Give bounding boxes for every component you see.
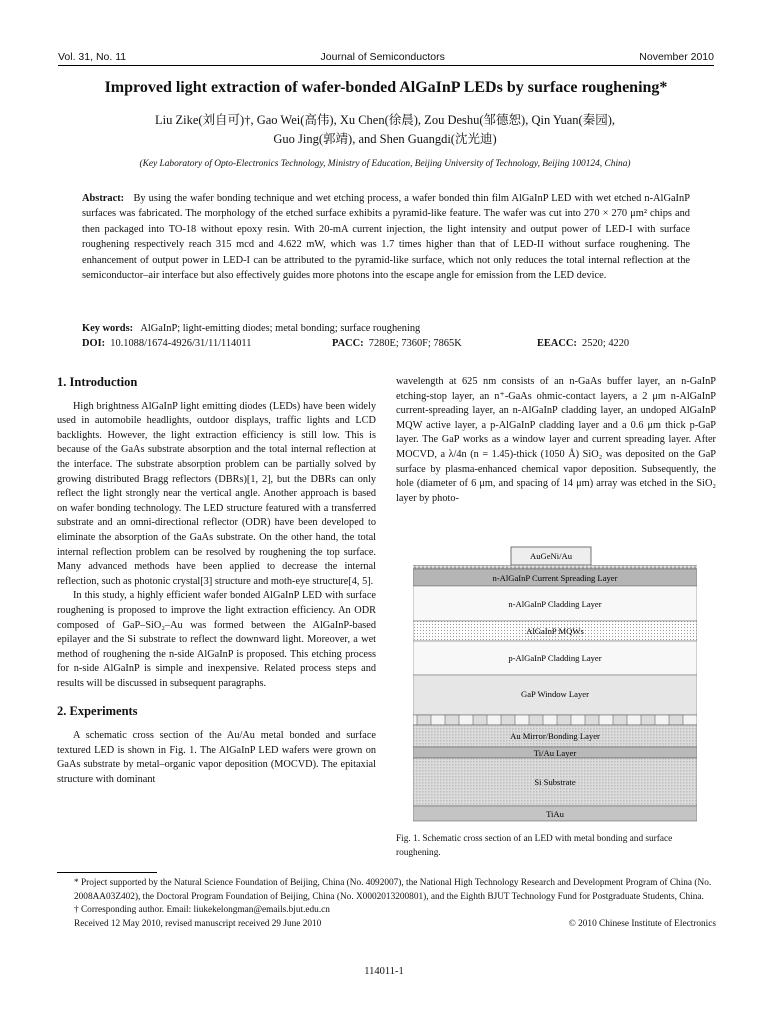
footnote-rule	[57, 872, 157, 873]
pacc-value: 7280E; 7360F; 7865K	[368, 337, 462, 349]
running-header	[58, 51, 714, 63]
keywords-label: Key words:	[82, 323, 134, 334]
right-column	[396, 375, 716, 506]
received-dates: Received 12 May 2010, revised manuscript received 29 June 2010	[74, 918, 322, 929]
copyright: © 2010 Chinese Institute of Electronics	[568, 918, 716, 929]
intro-paragraph-1: High brightness AlGaInP light emitting diodes (LEDs) have been widely used in automobile headlights, outdoor displays, traffic lights and LCD backlights. However, the light extraction efficiency is still low. This is because of the GaAs substrate absorption and the total internal reflection at the interface. The substrate absorption problem can be partially solved by growing distributed Bragg reflectors (DBRs)[1, 2], but the DBRs can only reflect the light strongly near the vertical angle. Another approach is based on wafer bonding technology. The LED structure featured with a transferred substrate and an omni-directional reflector (ODR) have been developed to eliminate the absorption of the GaAs substrate. On the other hand, the total internal reflection problem can be resolved by roughening the top surface. Many advanced methods have been applied to decrease the internal reflection, such as photonic crystal[3] structure and moth-eye structure[4, 5].	[57, 400, 376, 587]
experiments-paragraph-1: A schematic cross section of the Au/Au metal bonded and surface textured LED is shown in Fig. 1. The AlGaInP LED wafers were grown on GaAs substrate by metal–organic vapor deposition (MOCVD). The epitaxial structure with dominant	[57, 730, 376, 785]
layer-label: p-AlGaInP Cladding Layer	[508, 653, 602, 663]
layer-label: GaP Window Layer	[521, 689, 589, 699]
layer-label: AlGaInP MQWs	[526, 626, 584, 636]
author-line-1: Liu Zike(刘自可)†, Gao Wei(高伟), Xu Chen(徐晨), Zou Deshu(邹德恕), Qin Yuan(秦园),	[154, 113, 616, 127]
left-column	[57, 375, 376, 787]
abstract-text: By using the wafer bonding technique and wet etching process, a wafer bonded thin film AlGaInP LED with wet etched n-AlGaInP surfaces was fabricated. The morphology of the etched surface exhibits a pyramid-like feature. The wafer was cut into 270 × 270 μm² chips and then packaged into TO-18 without epoxy resin. With 20-mA current injection, the light intensity and output power of LED-I with surface roughening respectively reach 315 mcd and 4.622 mW, which was 1.7 times higher than that of LED-II without surface roughening. The enhancement of output power in LED-I can be attributed to the pyramid-like surface, which not only reduces the total internal reflection at the semiconductor–air interface but also effectively guides more photons into the escape angle for emission from the LED device.	[82, 193, 690, 282]
eeacc-label: EEACC:	[537, 337, 577, 349]
layer-label: Si Substrate	[534, 777, 576, 787]
corresponding-author: † Corresponding author. Email: liukekelongman@emails.bjut.edu.cn	[74, 905, 330, 916]
figure-1-led-cross-section	[413, 545, 697, 823]
eeacc-value: 2520; 4220	[582, 337, 630, 349]
layer-label: n-AlGaInP Current Spreading Layer	[492, 573, 618, 583]
section-2-heading: 2. Experiments	[57, 704, 138, 719]
volume-label: Vol. 31, No. 11	[58, 51, 127, 63]
layer-label: Ti/Au Layer	[533, 748, 577, 758]
keywords-block	[82, 322, 702, 351]
abstract	[82, 191, 690, 283]
affiliation: (Key Laboratory of Opto-Electronics Technology, Ministry of Education, Beijing University of Technology, Beijing 100124, China)	[139, 159, 631, 169]
pacc-label: PACC:	[332, 337, 364, 349]
author-line-2: Guo Jing(郭靖), and Shen Guangdi(沈光迪)	[273, 132, 497, 146]
layer-label: AuGeNi/Au	[529, 551, 573, 561]
footnotes	[74, 877, 716, 931]
sio2-hole-array	[413, 715, 697, 725]
funding-footnote: * Project supported by the Natural Science Foundation of Beijing, China (No. 4092007), the National High Technology Research and Development Program of China (No. 2008AA03Z402), the Doctoral Program Foundation of Beijing, China (No. X0002013200801), and the Eighth BJUT Technology Fund for Postgraduate Students, China.	[74, 878, 712, 902]
doi-value: 10.1088/1674-4926/31/11/114011	[110, 337, 252, 349]
experiments-continued: wavelength at 625 nm consists of an n-GaAs buffer layer, an n-GaInP etching-stop layer, an n⁺-GaAs ohmic-contact layers, a 2 μm n-AlGaInP current-spreading layer, an n-AlGaInP cladding layer, an undoped AlGaInP MQW active layer, a p-AlGaInP cladding layer and a 0.6 μm thick p-GaP layer. The GaP works as a window layer and current spreading layer. After MOCVD, a λ/4n (n = 1.45)-thick (1050 Å) SiO₂ was deposited on the GaP surface by plasma-enhanced chemical vapor deposition. Subsequently, the hole (diameter of 6 μm, and spacing of 14 μm) array was etched in the SiO₂ layer by photo-	[396, 376, 716, 504]
intro-paragraph-2: In this study, a highly efficient wafer bonded AlGaInP LED with surface roughening is proposed to improve the light extraction efficiency. An ODR composed of GaP–SiO₂–Au was formed between the AlGaInP-based epilayer and the Si substrate to reflect the downward light. Moreover, a wet method of roughening the n-side AlGaInP is proposed. This etching process for n-side AlGaInP is simple and inexpensive. Related process steps and results will be discussed in subsequent paragraphs.	[57, 590, 376, 689]
layer-label: n-AlGaInP Cladding Layer	[508, 599, 602, 609]
paper-title: Improved light extraction of wafer-bonded AlGaInP LEDs by surface roughening*	[104, 79, 668, 96]
journal-name: Journal of Semiconductors	[320, 51, 445, 63]
layer-label: TiAu	[546, 809, 564, 819]
figure-1-caption: Fig. 1. Schematic cross section of an LED with metal bonding and surface roughening.	[396, 834, 673, 858]
page-number: 114011-1	[364, 966, 404, 977]
layer-label: Au Mirror/Bonding Layer	[510, 731, 600, 741]
doi-label: DOI:	[82, 337, 106, 349]
section-1-heading: 1. Introduction	[57, 375, 138, 389]
header-rule	[58, 65, 714, 66]
issue-date: November 2010	[639, 51, 714, 63]
author-list	[100, 111, 670, 149]
abstract-label: Abstract:	[82, 193, 125, 204]
keywords-text: AlGaInP; light-emitting diodes; metal bonding; surface roughening	[140, 323, 421, 334]
